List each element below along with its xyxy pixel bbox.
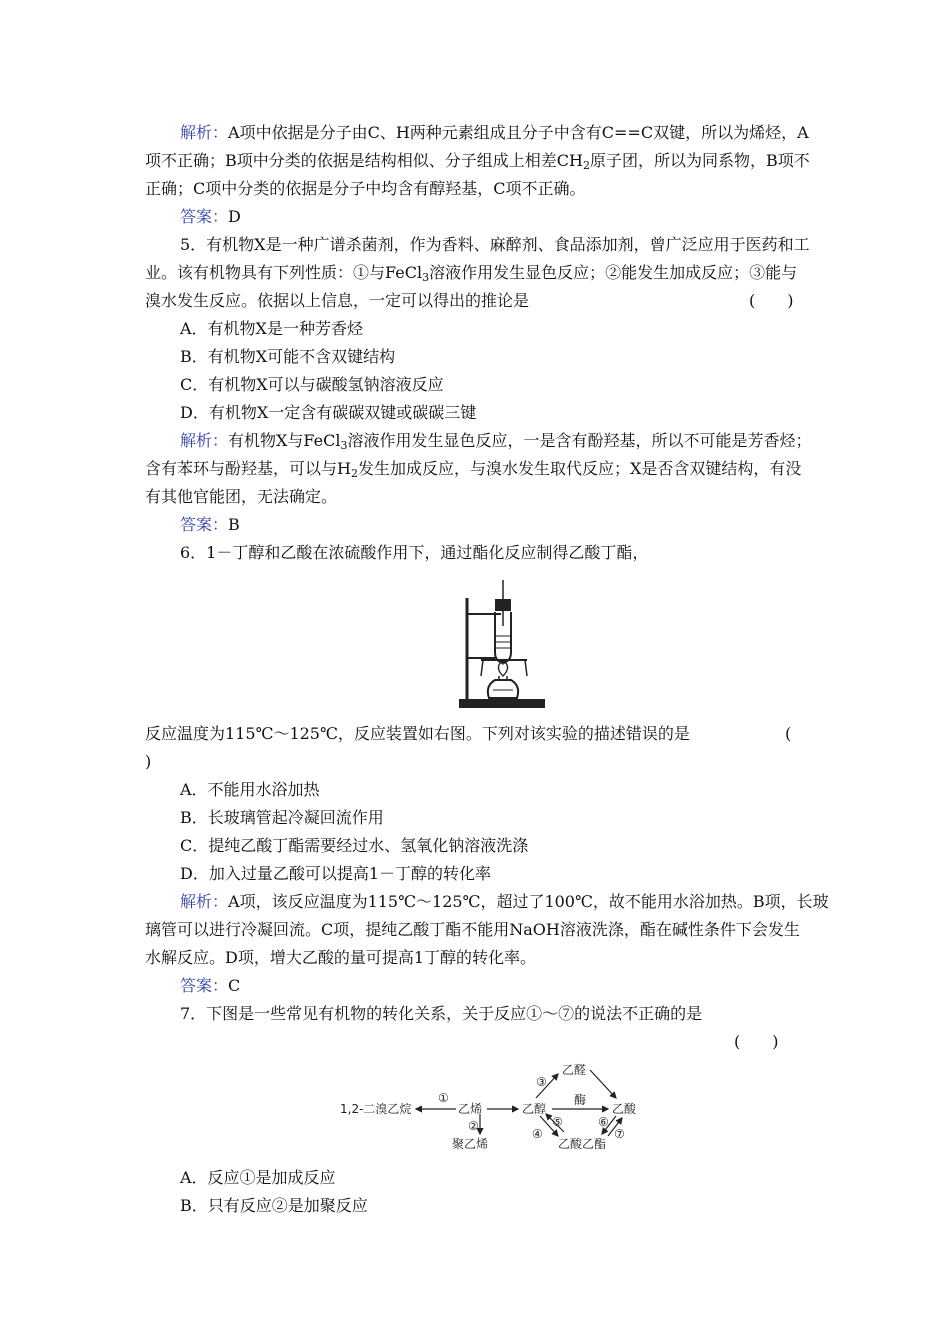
analysis-label: 解析： <box>180 892 229 911</box>
analysis-label: 解析： <box>180 431 229 450</box>
node-ethylene: 乙烯 <box>458 1102 483 1116</box>
q7-stem: 7．下图是一些常见有机物的转化关系，关于反应①～⑦的说法不正确的是 <box>180 1004 703 1023</box>
q5-analysis-line: 含有苯环与酚羟基，可以与$H_2$发生加成反应，与溴水发生取代反应；X是否含双键结构，有没 <box>145 459 802 480</box>
label-reaction-6: ⑥ <box>598 1115 609 1129</box>
q5-stem: 5．有机物X是一种广谱杀菌剂，作为香料、麻醉剂、食品添加剂，曾广泛应用于医药和工 <box>180 235 810 254</box>
label-reaction-2: ② <box>468 1119 479 1133</box>
node-ethanol: 乙醇 <box>522 1102 547 1116</box>
flame <box>498 662 507 676</box>
q5-analysis-line: 解析：有机物X与FeCl$_3$溶液作用发生显色反应，一是含有酚羟基，所以不可能是芳香烃； <box>180 431 812 452</box>
q4-analysis-line: 解析：A项中依据是分子由C、H两种元素组成且分子中含有C==C双键，所以为烯烃，A <box>180 123 809 142</box>
answer-bracket: ( ) <box>734 1032 779 1051</box>
label-reaction-5: ⑤ <box>552 1115 563 1129</box>
label-reaction-4: ④ <box>532 1127 543 1141</box>
node-ethyl-acetate: 乙酸乙酯 <box>558 1137 607 1151</box>
q6-option-d: D．加入过量乙酸可以提高1－丁醇的转化率 <box>180 864 492 883</box>
stand-base <box>460 700 544 707</box>
stopper <box>496 600 510 610</box>
analysis-label: 解析： <box>180 123 229 142</box>
node-acetic-acid: 乙酸 <box>612 1102 637 1116</box>
q5-option-a: A．有机物X是一种芳香烃 <box>180 319 363 338</box>
q7-option-b: B．只有反应②是加聚反应 <box>180 1196 368 1215</box>
label-reaction-7: ⑦ <box>614 1127 625 1141</box>
node-dibromoethane: 1,2-二溴乙烷 <box>340 1102 412 1116</box>
q6-option-a: A．不能用水浴加热 <box>180 780 320 799</box>
q6-stem: 反应温度为115℃～125℃，反应装置如右图。下列对该实验的描述错误的是 <box>145 724 690 743</box>
answer-bracket-close: ) <box>145 752 152 771</box>
q6-analysis-line: 水解反应。D项，增大乙酸的量可提高1丁醇的转化率。 <box>145 948 537 967</box>
q5-stem: 溴水发生反应。依据以上信息，一定可以得出的推论是 <box>145 291 530 310</box>
q6-analysis-line: 解析：A项，该反应温度为115℃～125℃，超过了100℃，故不能用水浴加热。B项，长玻 <box>180 892 829 911</box>
answer-bracket: ( ) <box>749 291 794 310</box>
q4-analysis-line: 项不正确；B项中分类的依据是结构相似、分子组成上相差$CH_2$原子团，所以为同系物，B项不 <box>145 151 810 172</box>
answer-label: 答案： <box>180 207 229 226</box>
node-polyethylene: 聚乙烯 <box>452 1137 489 1151</box>
q6-analysis-line: 璃管可以进行冷凝回流。C项，提纯乙酸丁酯不能用NaOH溶液洗涤，酯在碱性条件下会发生 <box>145 920 800 939</box>
node-acetaldehyde: 乙醛 <box>562 1063 587 1077</box>
q6-stem: 6．1－丁醇和乙酸在浓硫酸作用下，通过酯化反应制得乙酸丁酯， <box>180 543 649 562</box>
answer-label: 答案： <box>180 515 229 534</box>
label-enzyme: 酶 <box>574 1093 587 1107</box>
q6-option-b: B．长玻璃管起冷凝回流作用 <box>180 808 384 827</box>
answer-bracket-open: ( <box>785 724 792 743</box>
q5-stem: 业。该有机物具有下列性质：①与FeCl$_3$溶液作用发生显色反应；②能发生加成反应；③能与 <box>145 263 798 284</box>
q5-analysis-line: 有其他官能团，无法确定。 <box>145 487 338 506</box>
conversion-diagram <box>340 1056 660 1156</box>
q4-analysis-line: 正确；C项中分类的依据是分子中均含有醇羟基，C项不正确。 <box>145 179 586 198</box>
arrow-aldehyde-acid <box>590 1070 616 1098</box>
q6-option-c: C．提纯乙酸丁酯需要经过水、氢氧化钠溶液洗涤 <box>180 836 529 855</box>
q5-answer: 答案：B <box>180 515 240 534</box>
label-reaction-3: ③ <box>536 1075 547 1089</box>
q6-answer: 答案：C <box>180 976 241 995</box>
q5-option-b: B．有机物X可能不含双键结构 <box>180 347 396 366</box>
q4-answer: 答案：D <box>180 207 241 226</box>
label-reaction-1: ① <box>438 1091 449 1105</box>
q5-option-c: C．有机物X可以与碳酸氢钠溶液反应 <box>180 375 444 394</box>
answer-label: 答案： <box>180 976 229 995</box>
q7-option-a: A．反应①是加成反应 <box>180 1168 336 1187</box>
reflux-apparatus-figure <box>455 576 565 716</box>
q5-option-d: D．有机物X一定含有碳碳双键或碳碳三键 <box>180 403 477 422</box>
alcohol-burner <box>488 680 518 698</box>
